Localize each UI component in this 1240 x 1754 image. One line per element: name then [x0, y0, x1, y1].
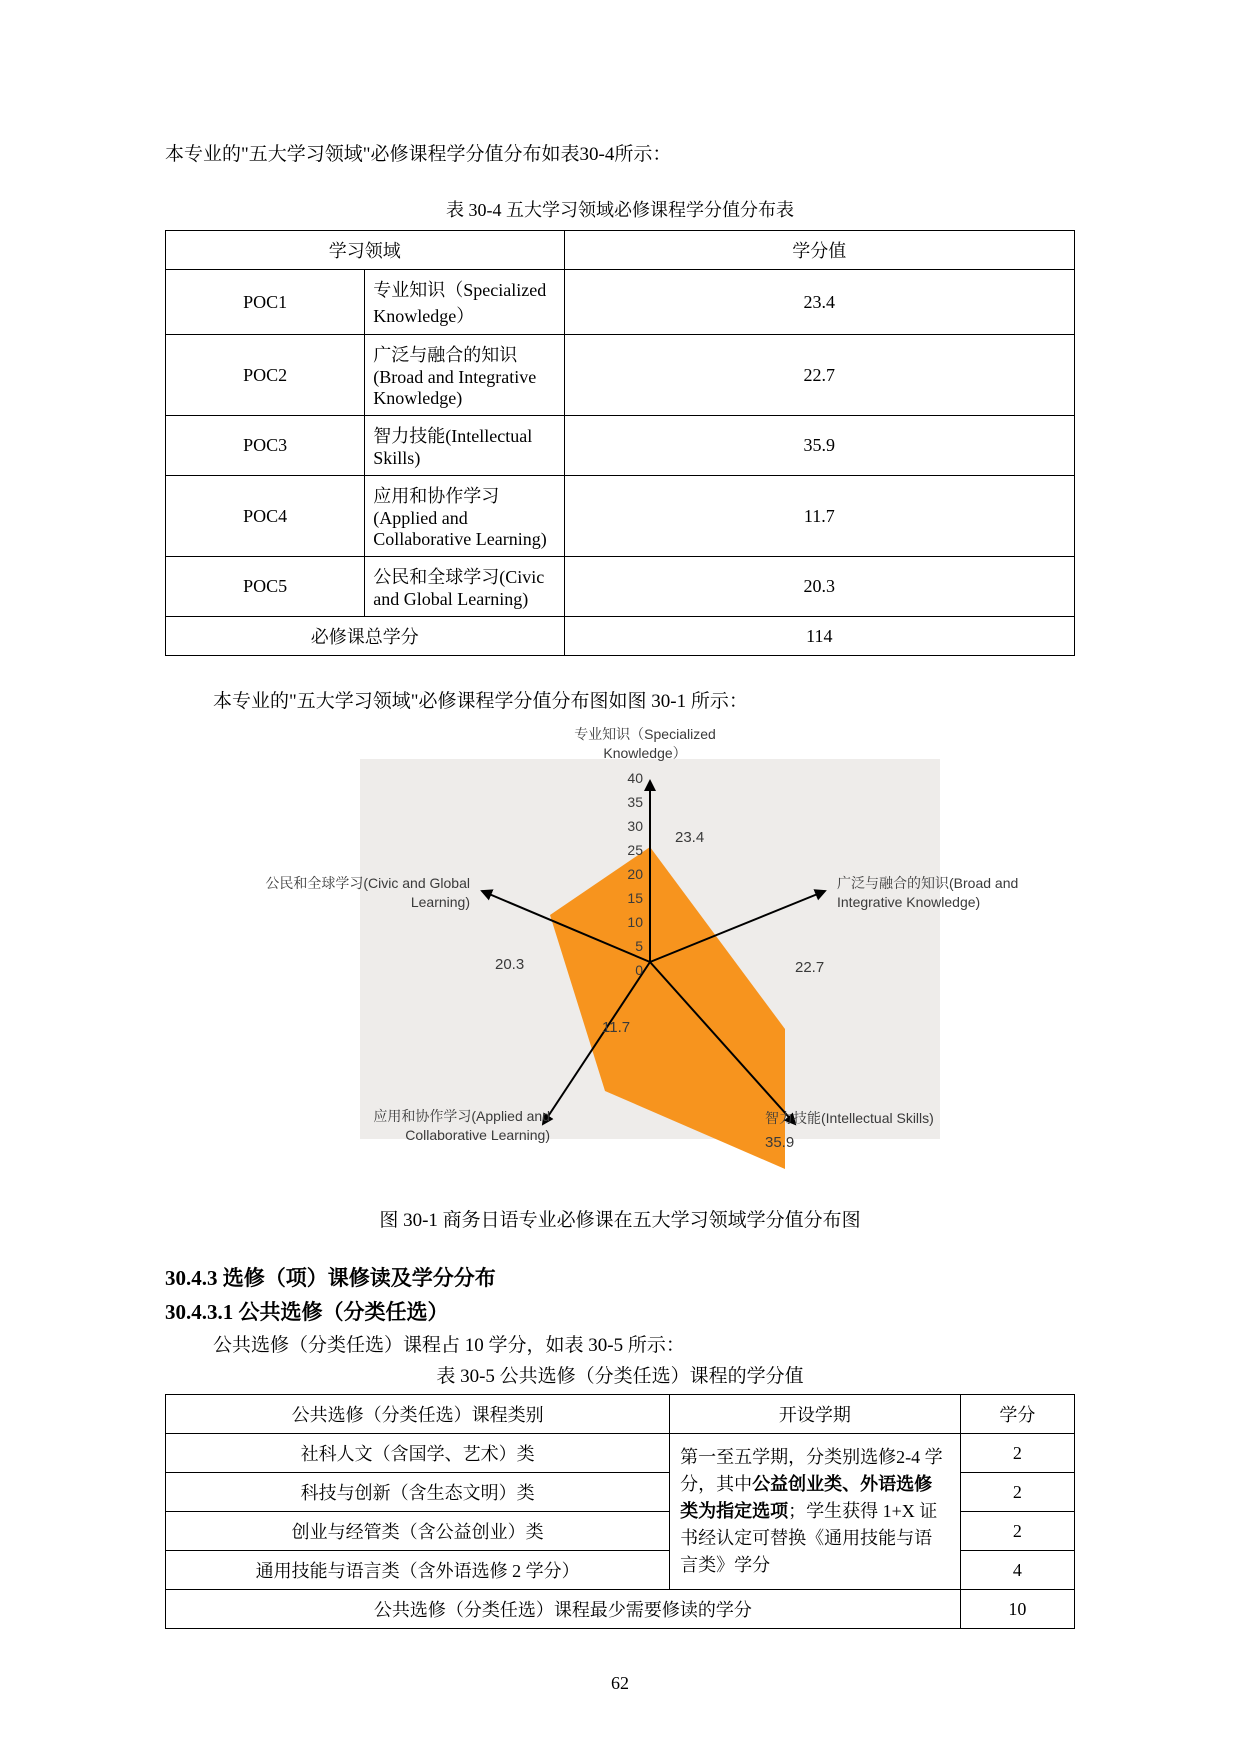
radar-value-specialized-knowledge: 23.4 — [675, 829, 705, 847]
radar-label-specialized-knowledge: 专业知识（Specialized Knowledge） — [574, 726, 716, 762]
header-learning-domain: 学习领域 — [166, 231, 565, 270]
row-category: 创业与经管类（含公益创业）类 — [166, 1512, 670, 1551]
row-value: 22.7 — [564, 335, 1074, 416]
credits-distribution-table — [165, 230, 1075, 656]
row-name: 广泛与融合的知识(Broad and Integrative Knowledge) — [365, 335, 564, 416]
axis-tick: 5 — [635, 938, 643, 955]
table-30-5-caption: 表 30-5 公共选修（分类任选）课程的学分值 — [436, 1366, 804, 1388]
table-header-row — [166, 1395, 1075, 1434]
radar-label-broad-integrative: 广泛与融合的知识(Broad and Integrative Knowledge) — [837, 875, 1019, 911]
table-row — [166, 335, 1075, 416]
total-label: 公共选修（分类任选）课程最少需要修读的学分 — [166, 1590, 961, 1629]
subsection-heading-30-4-3-1: 30.4.3.1 公共选修（分类任选） — [165, 1300, 449, 1325]
row-name: 专业知识（Specialized Knowledge） — [365, 270, 564, 335]
note-part-2: 2-4 学分，其中 — [680, 1447, 943, 1495]
radar-area — [550, 847, 785, 1169]
row-name: 智力技能(Intellectual Skills) — [365, 416, 564, 476]
table-row — [166, 476, 1075, 557]
table-row — [166, 416, 1075, 476]
table-row — [166, 1434, 1075, 1473]
row-code: POC1 — [166, 270, 365, 335]
intro-paragraph: 本专业的"五大学习领域"必修课程学分值分布如表30-4所示： — [165, 144, 672, 165]
row-value: 20.3 — [564, 557, 1074, 617]
table-row — [166, 270, 1075, 335]
row-credit: 2 — [960, 1512, 1074, 1551]
row-value: 23.4 — [564, 270, 1074, 335]
axis-tick: 20 — [627, 866, 643, 883]
table-total-row — [166, 1590, 1075, 1629]
total-value: 10 — [960, 1590, 1074, 1629]
radar-chart — [165, 719, 1075, 1189]
row-value: 35.9 — [564, 416, 1074, 476]
row-code: POC5 — [166, 557, 365, 617]
row-credit: 2 — [960, 1434, 1074, 1473]
elective-intro-paragraph: 公共选修（分类任选）课程占 10 学分，如表 30-5 所示： — [213, 1335, 685, 1357]
radar-label-intellectual-skills: 智力技能(Intellectual Skills) — [765, 1110, 934, 1127]
row-value: 11.7 — [564, 476, 1074, 557]
header-course-category: 公共选修（分类任选）课程类别 — [166, 1395, 670, 1434]
section-heading-30-4-3: 30.4.3 选修（项）课修读及学分分布 — [165, 1266, 496, 1291]
row-category: 社科人文（含国学、艺术）类 — [166, 1434, 670, 1473]
table-30-4-caption: 表 30-4 五大学习领域必修课程学分值分布表 — [446, 200, 794, 221]
axis-tick: 40 — [627, 770, 643, 787]
row-credit: 2 — [960, 1473, 1074, 1512]
radar-value-intellectual-skills: 35.9 — [765, 1134, 795, 1152]
row-code: POC2 — [166, 335, 365, 416]
axis-tick: 10 — [627, 914, 643, 931]
radar-value-broad-integrative: 22.7 — [795, 959, 825, 977]
row-code: POC4 — [166, 476, 365, 557]
total-label: 必修课总学分 — [166, 617, 565, 656]
radar-value-applied-collaborative: 11.7 — [602, 1019, 631, 1037]
axis-tick: 15 — [627, 890, 643, 907]
axis-tick: 25 — [627, 842, 643, 859]
radar-label-applied-collaborative: 应用和协作学习(Applied and Collaborative Learning) — [373, 1108, 550, 1144]
table-total-row — [166, 617, 1075, 656]
row-name: 应用和协作学习(Applied and Collaborative Learning) — [365, 476, 564, 557]
row-name: 公民和全球学习(Civic and Global Learning) — [365, 557, 564, 617]
axis-tick: 35 — [627, 794, 643, 811]
header-credit-value: 学分值 — [564, 231, 1074, 270]
row-code: POC3 — [166, 416, 365, 476]
row-category: 通用技能与语言类（含外语选修 2 学分） — [166, 1551, 670, 1590]
public-elective-table — [165, 1394, 1075, 1629]
table-row — [166, 557, 1075, 617]
radar-value-civic-global: 20.3 — [495, 956, 525, 974]
page-number: 62 — [611, 1673, 629, 1693]
note-part-1: 第一至五学期，分类别选修 — [680, 1447, 897, 1468]
chart-intro-paragraph: 本专业的"五大学习领域"必修课程学分值分布图如图 30-1 所示： — [213, 691, 748, 713]
row-credit: 4 — [960, 1551, 1074, 1590]
axis-tick: 0 — [635, 962, 643, 979]
note-part-4: ；学生获得 1+X 证书经认定可替换《通用技能与语言类》学分 — [680, 1501, 938, 1576]
figure-30-1-caption: 图 30-1 商务日语专业必修课在五大学习领域学分值分布图 — [379, 1210, 861, 1232]
term-note-cell — [670, 1434, 961, 1590]
row-category: 科技与创新（含生态文明）类 — [166, 1473, 670, 1512]
table-header-row — [166, 231, 1075, 270]
header-credit: 学分 — [960, 1395, 1074, 1434]
axis-tick: 30 — [627, 818, 643, 835]
radar-label-civic-global: 公民和全球学习(Civic and Global Learning) — [265, 875, 470, 911]
note-part-bold: 公益创业类、外语选修类为指定选项 — [680, 1474, 933, 1522]
total-value: 114 — [564, 617, 1074, 656]
header-term: 开设学期 — [670, 1395, 961, 1434]
